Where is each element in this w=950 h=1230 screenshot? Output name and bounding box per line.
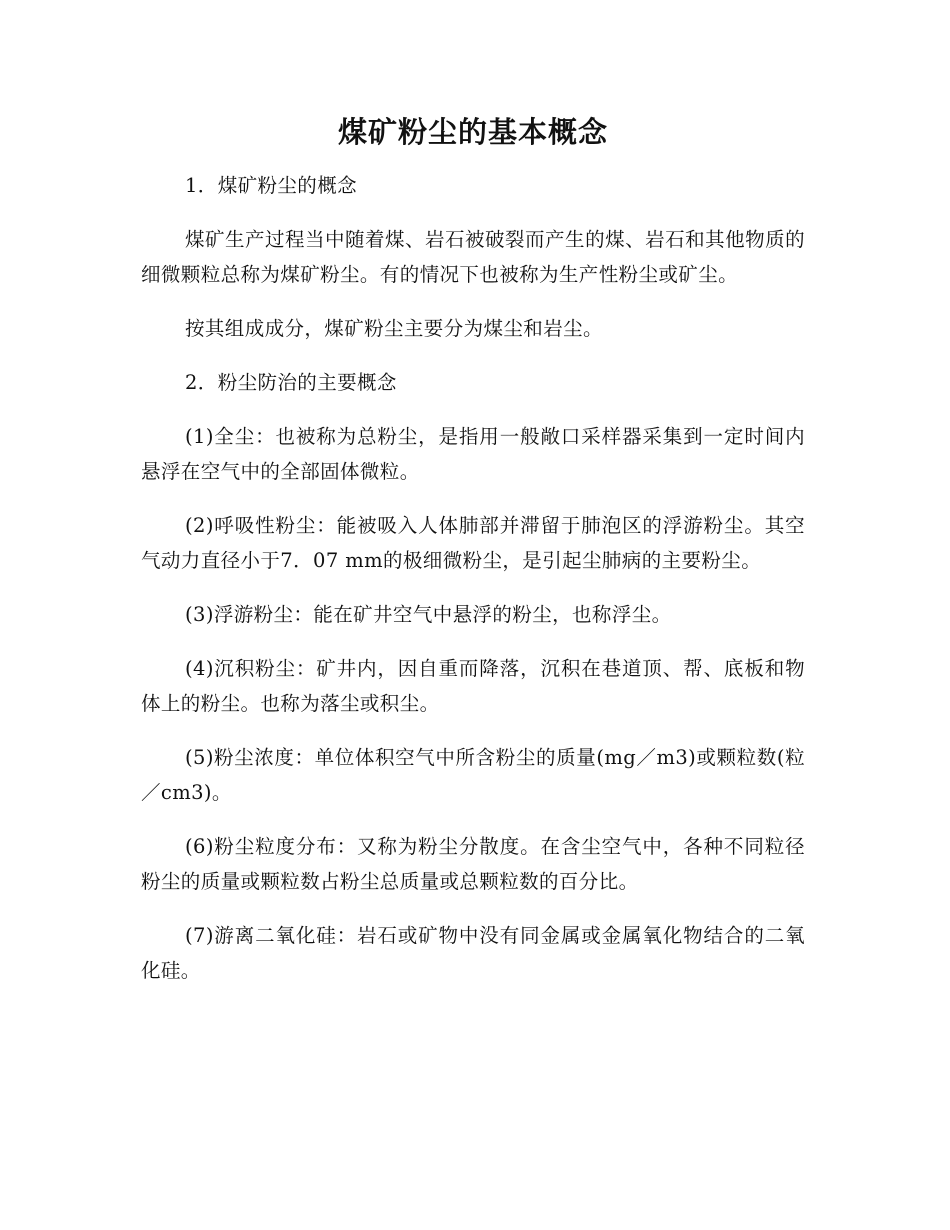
paragraph: 按其组成成分，煤矿粉尘主要分为煤尘和岩尘。 — [185, 317, 603, 340]
section-heading-2: 2．粉尘防治的主要概念 — [185, 371, 397, 394]
section-heading-1: 1．煤矿粉尘的概念 — [185, 174, 358, 197]
definition-item-2: (2)呼吸性粉尘：能被吸入人体肺部并滞留于肺泡区的浮游粉尘。其空气动力直径小于7．07 mm的极细微粉尘，是引起尘肺病的主要粉尘。 — [141, 514, 805, 572]
definition-item-7: (7)游离二氧化硅：岩石或矿物中没有同金属或金属氧化物结合的二氧化硅。 — [141, 924, 805, 982]
definition-item-4: (4)沉积粉尘：矿井内，因自重而降落，沉积在巷道顶、帮、底板和物体上的粉尘。也称为落尘或积尘。 — [141, 657, 805, 715]
paragraph: 煤矿生产过程当中随着煤、岩石被破裂而产生的煤、岩石和其他物质的细微颗粒总称为煤矿粉尘。有的情况下也被称为生产性粉尘或矿尘。 — [141, 228, 805, 286]
page-title: 煤矿粉尘的基本概念 — [337, 115, 608, 149]
definition-item-6: (6)粉尘粒度分布：又称为粉尘分散度。在含尘空气中，各种不同粒径粉尘的质量或颗粒数占粉尘总质量或总颗粒数的百分比。 — [141, 835, 805, 893]
definition-item-1: (1)全尘：也被称为总粉尘，是指用一般敞口采样器采集到一定时间内悬浮在空气中的全部固体微粒。 — [141, 425, 805, 483]
definition-item-5: (5)粉尘浓度：单位体积空气中所含粉尘的质量(mg／m3)或颗粒数(粒／cm3)。 — [141, 746, 805, 804]
definition-item-3: (3)浮游粉尘：能在矿井空气中悬浮的粉尘，也称浮尘。 — [185, 603, 672, 626]
document-body — [141, 108, 805, 988]
